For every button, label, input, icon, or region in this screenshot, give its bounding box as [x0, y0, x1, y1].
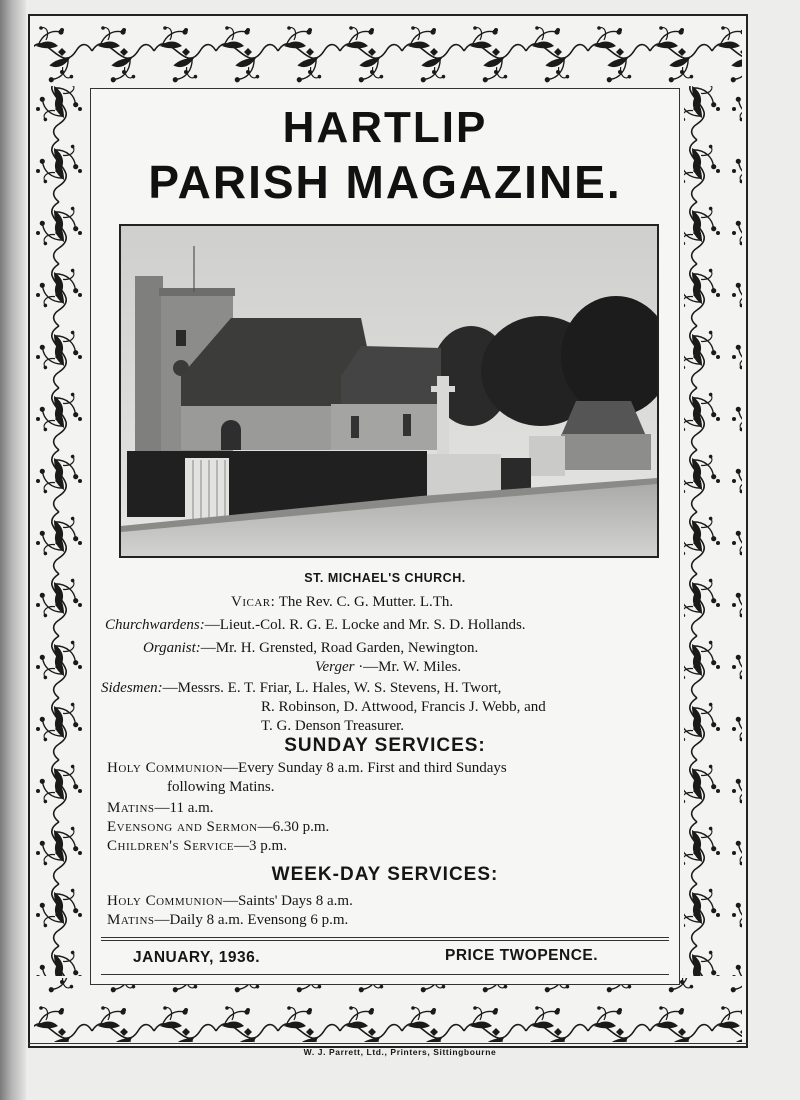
magazine-title-line1: HARTLIP: [282, 103, 488, 152]
sidesmen-line: [101, 680, 501, 697]
sunday-matins-label: Matins: [107, 800, 155, 816]
weekday-holy-communion: [107, 893, 353, 910]
weekday-matins-value: —Daily 8 a.m. Evensong 6 p.m.: [154, 912, 349, 928]
sunday-evensong-label: Evensong and Sermon: [107, 819, 258, 835]
footer-rule-top: [101, 937, 669, 938]
vicar-line: [231, 594, 453, 611]
verger-value: ·—Mr. W. Miles.: [358, 659, 462, 675]
sunday-children: [107, 838, 287, 855]
sidesmen-value-2: R. Robinson, D. Attwood, Francis J. Webb, and: [261, 699, 546, 715]
vicar-value: The Rev. C. G. Mutter. L.Th.: [278, 594, 454, 610]
sunday-holy-value-2: following Matins.: [167, 779, 275, 795]
organist-line: [143, 640, 478, 657]
weekday-holy-value: —Saints' Days 8 a.m.: [223, 893, 353, 909]
bottom-rule: [28, 1043, 748, 1044]
inner-panel: [90, 88, 680, 985]
weekday-matins: [107, 912, 348, 929]
printer-credit: W. J. Parrett, Ltd., Printers, Sittingbourne: [303, 1047, 497, 1057]
sunday-matins-value: —11 a.m.: [154, 800, 214, 816]
verger-label: Verger: [315, 659, 355, 675]
sunday-holy-value: —Every Sunday 8 a.m. First and third Sundays: [223, 760, 507, 776]
organist-value: —Mr. H. Grensted, Road Garden, Newington.: [200, 640, 479, 656]
footer-rule-top-2: [101, 940, 669, 941]
footer-rule-bottom: [101, 974, 669, 975]
price: PRICE TWOPENCE.: [445, 947, 599, 964]
sunday-evensong-value: —6.30 p.m.: [257, 819, 330, 835]
magazine-title-line2: PARISH MAGAZINE.: [148, 156, 622, 208]
churchwardens-line: [105, 617, 526, 634]
organist-label: Organist:: [143, 640, 201, 656]
sunday-evensong: [107, 819, 329, 836]
sunday-matins: [107, 800, 214, 817]
churchwardens-label: Churchwardens:: [105, 617, 205, 633]
weekday-holy-label: Holy Communion: [107, 893, 224, 909]
sidesmen-label: Sidesmen:: [101, 680, 163, 696]
photo-caption: ST. MICHAEL'S CHURCH.: [304, 571, 466, 585]
page-edge-shadow: [0, 0, 26, 1100]
issue-date: JANUARY, 1936.: [133, 949, 261, 966]
ornamental-border: [28, 14, 748, 1048]
weekday-services-heading: WEEK-DAY SERVICES:: [271, 864, 499, 885]
verger-line: [315, 659, 461, 676]
sunday-children-label: Children's Service: [107, 838, 235, 854]
church-photo: [119, 224, 659, 558]
vicar-label: Vicar:: [231, 594, 276, 610]
sunday-holy-label: Holy Communion: [107, 760, 224, 776]
sidesmen-value-3: T. G. Denson Treasurer.: [261, 718, 405, 734]
sidesmen-value-1: —Messrs. E. T. Friar, L. Hales, W. S. Stevens, H. Twort,: [162, 680, 502, 696]
sunday-holy-communion: [107, 760, 507, 777]
weekday-matins-label: Matins: [107, 912, 155, 928]
churchwardens-value: —Lieut.-Col. R. G. E. Locke and Mr. S. D. Hollands.: [204, 617, 526, 633]
sunday-children-value: —3 p.m.: [234, 838, 287, 854]
sunday-services-heading: SUNDAY SERVICES:: [284, 735, 486, 756]
